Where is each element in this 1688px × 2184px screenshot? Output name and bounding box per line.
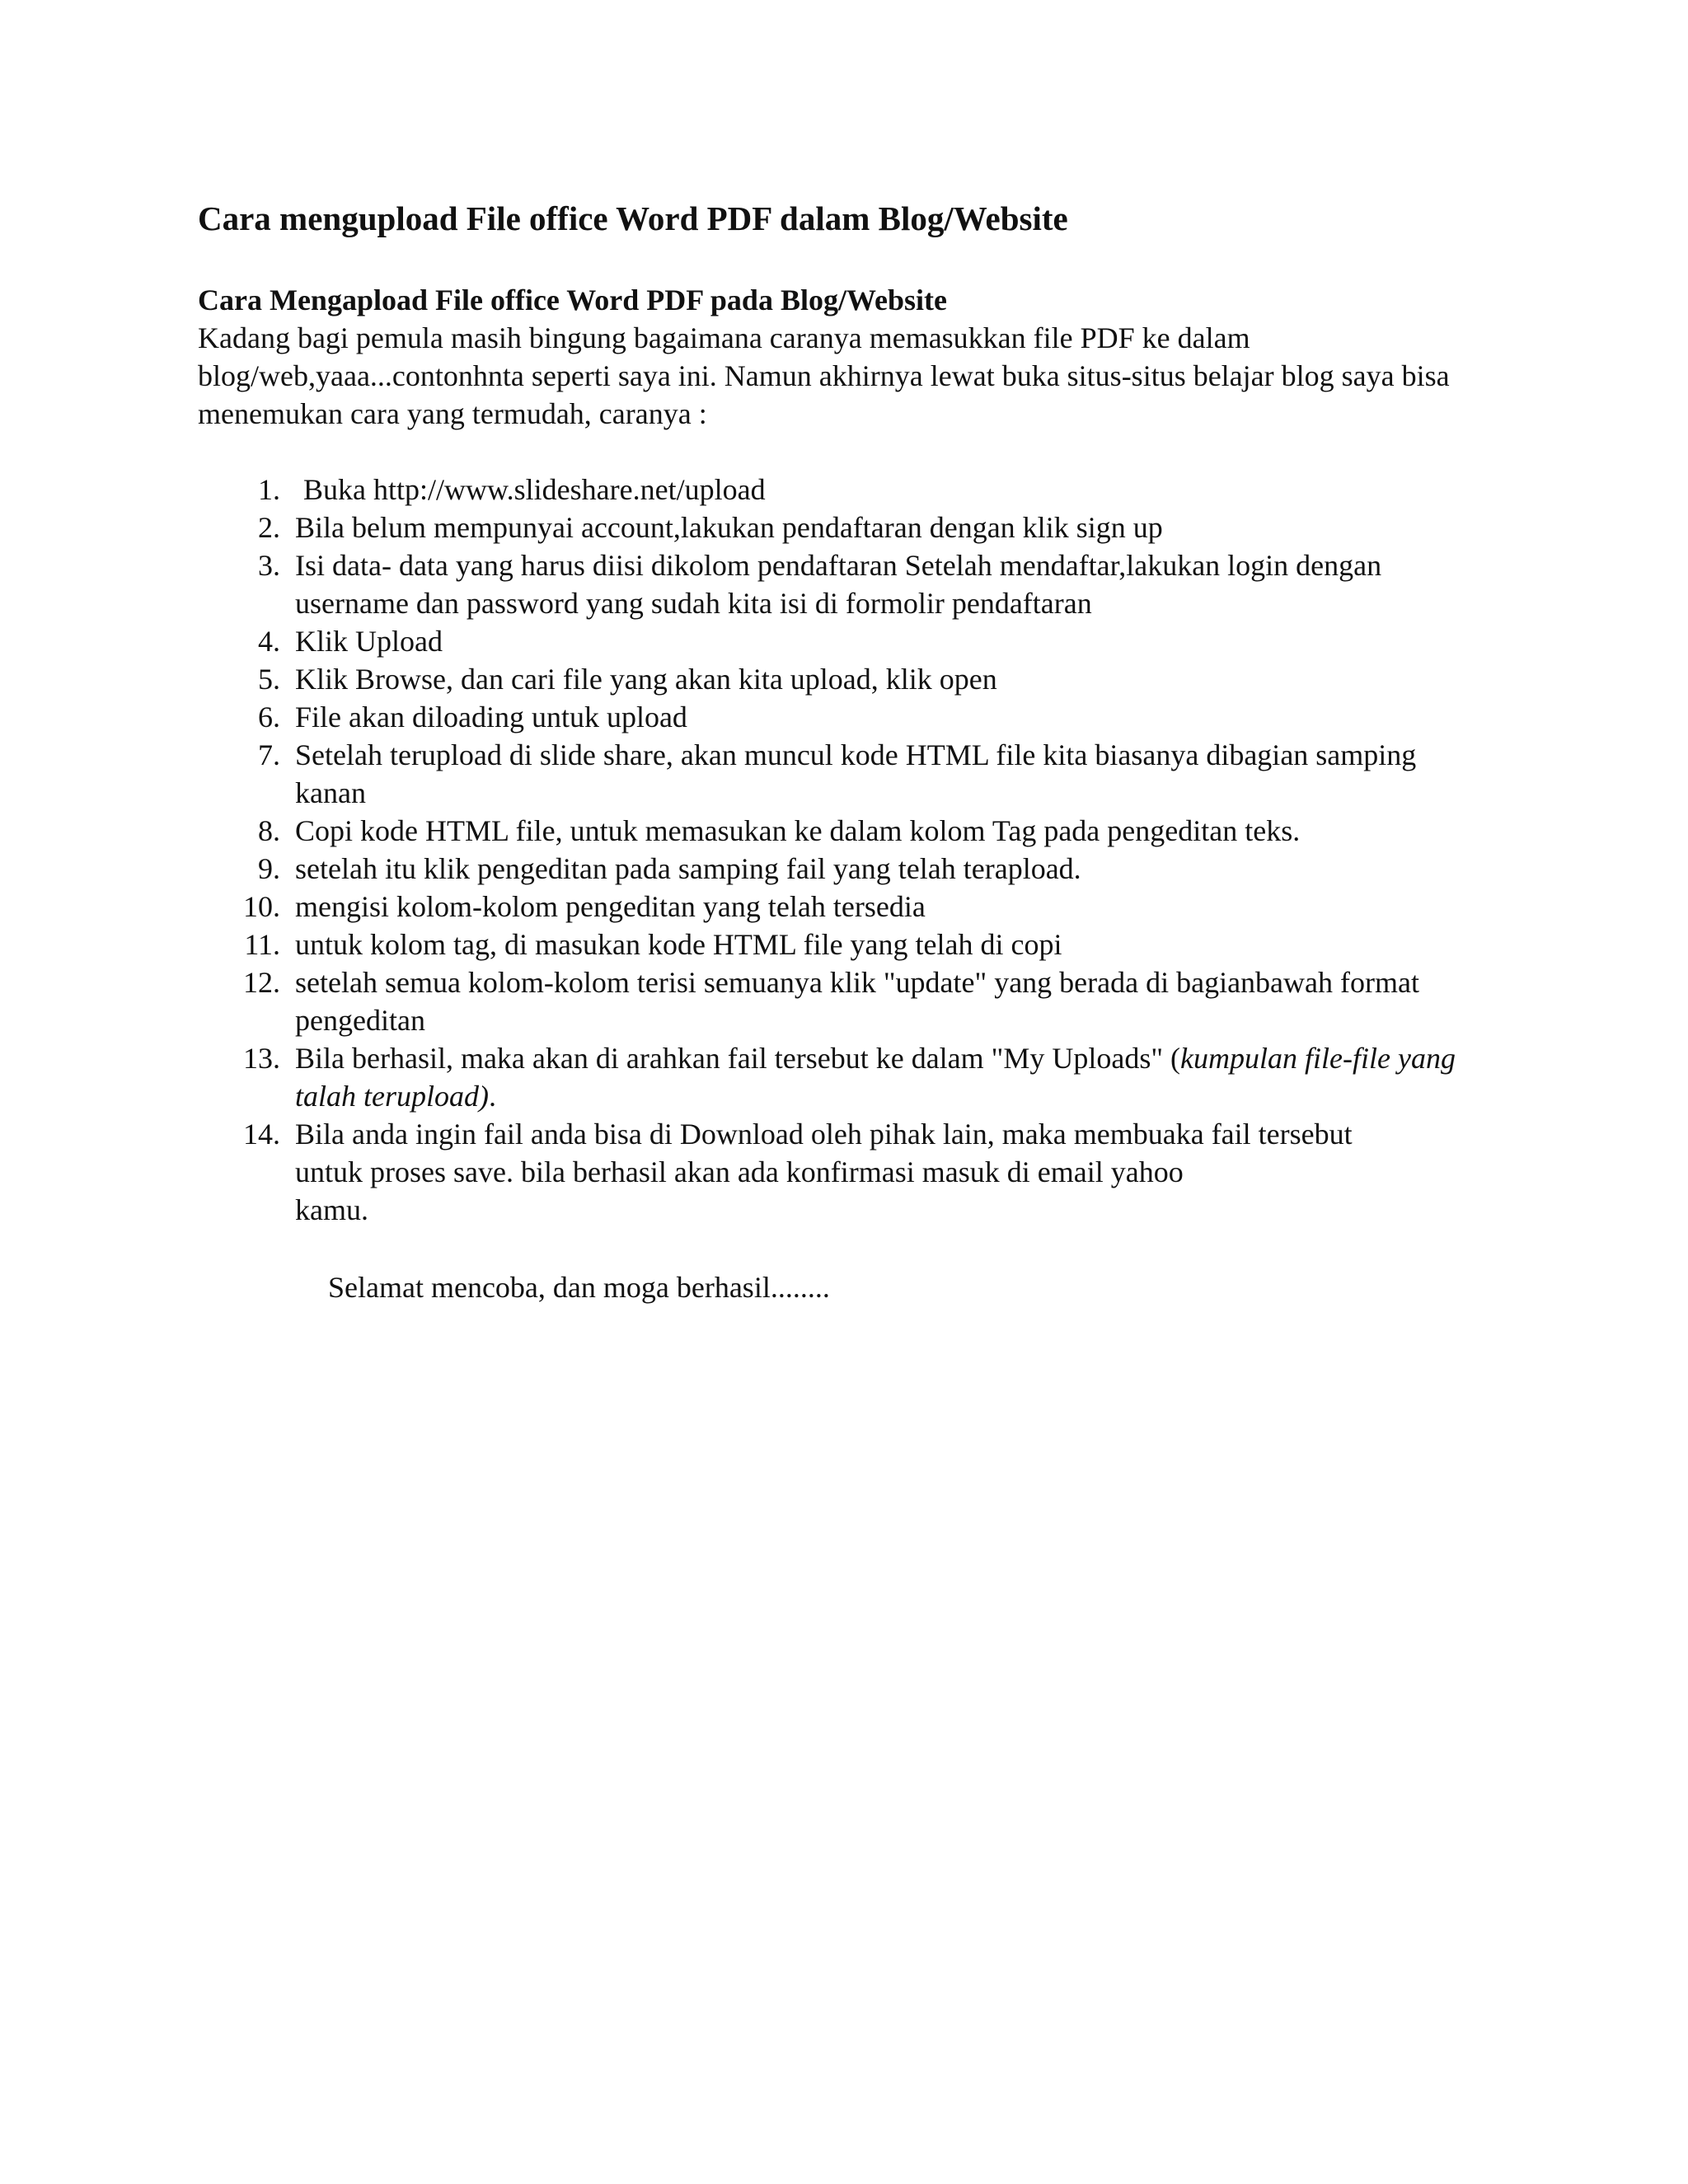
list-item [198, 963, 1484, 1039]
step-text: Bila anda ingin fail anda bisa di Download oleh pihak lain, maka membuaka fail tersebut untuk proses save. bila berhasil akan ada konfirmasi masuk di email yahoo [295, 1118, 1353, 1188]
step-text: setelah itu klik pengeditan pada samping fail yang telah terapload. [295, 852, 1081, 885]
step-number: 9. [258, 852, 280, 885]
step-number: 12. [243, 966, 280, 999]
list-item [198, 1115, 1484, 1229]
step-text: mengisi kolom-kolom pengeditan yang telah tersedia [295, 890, 926, 923]
list-item [198, 888, 1484, 926]
list-item [198, 471, 1484, 509]
step-text: Copi kode HTML file, untuk memasukan ke dalam kolom Tag pada pengeditan teks. [295, 814, 1301, 847]
step-number: 14. [243, 1118, 280, 1151]
step-number: 3. [258, 549, 280, 582]
list-item [198, 736, 1484, 812]
document-title: Cara mengupload File office Word PDF dalam Blog/Website [198, 199, 1068, 237]
step-text-line2: kamu. [295, 1193, 368, 1226]
step-text-after: . [488, 1080, 496, 1113]
step-text: untuk kolom tag, di masukan kode HTML file yang telah di copi [295, 928, 1062, 961]
step-number: 7. [258, 738, 280, 771]
step-text [295, 1039, 1484, 1115]
section-heading: Cara Mengapload File office Word PDF pada Blog/Website [198, 284, 947, 316]
closing-text: Selamat mencoba, dan moga berhasil........ [328, 1271, 830, 1304]
step-text: File akan diloading untuk upload [295, 701, 687, 733]
list-item [198, 509, 1484, 546]
list-item [198, 926, 1484, 963]
step-text: Klik Browse, dan cari file yang akan kita upload, klik open [295, 663, 997, 696]
step-text: Setelah terupload di slide share, akan muncul kode HTML file kita biasanya dibagian samping kanan [295, 738, 1417, 809]
step-text: Bila belum mempunyai account,lakukan pendaftaran dengan klik sign up [295, 511, 1163, 544]
list-item [198, 850, 1484, 888]
step-number: 10. [243, 890, 280, 923]
intro-paragraph: Kadang bagi pemula masih bingung bagaimana caranya memasukkan file PDF ke dalam blog/web,yaaa...contonhnta seperti saya ini. Namun akhirnya lewat buka situs-situs belajar blog saya bisa menemukan cara yang termudah, caranya : [198, 321, 1450, 430]
step-number: 2. [258, 511, 280, 544]
step-number: 13. [243, 1042, 280, 1075]
list-item [198, 812, 1484, 850]
step-text-before: Bila berhasil, maka akan di arahkan fail tersebut ke dalam "My Uploads" ( [295, 1042, 1181, 1075]
steps-list [198, 471, 1484, 1229]
list-item [198, 660, 1484, 698]
list-item [198, 546, 1484, 622]
document-page [198, 194, 1484, 1306]
step-number: 4. [258, 625, 280, 658]
step-text: Buka http://www.slideshare.net/upload [303, 473, 766, 506]
step-number: 6. [258, 701, 280, 733]
step-text: Isi data- data yang harus diisi dikolom pendaftaran Setelah mendaftar,lakukan login dengan username dan password yang sudah kita isi di formolir pendaftaran [295, 549, 1382, 620]
list-item [198, 698, 1484, 736]
step-number: 8. [258, 814, 280, 847]
list-item [198, 1039, 1484, 1115]
step-text: setelah semua kolom-kolom terisi semuanya klik "update" yang berada di bagianbawah format pengeditan [295, 966, 1419, 1037]
list-item [198, 622, 1484, 660]
step-number: 11. [244, 928, 280, 961]
step-number: 1. [258, 473, 280, 506]
step-text: Klik Upload [295, 625, 443, 658]
step-number: 5. [258, 663, 280, 696]
step-text-italic: kumpulan file-file yang talah terupload) [295, 1042, 1456, 1113]
